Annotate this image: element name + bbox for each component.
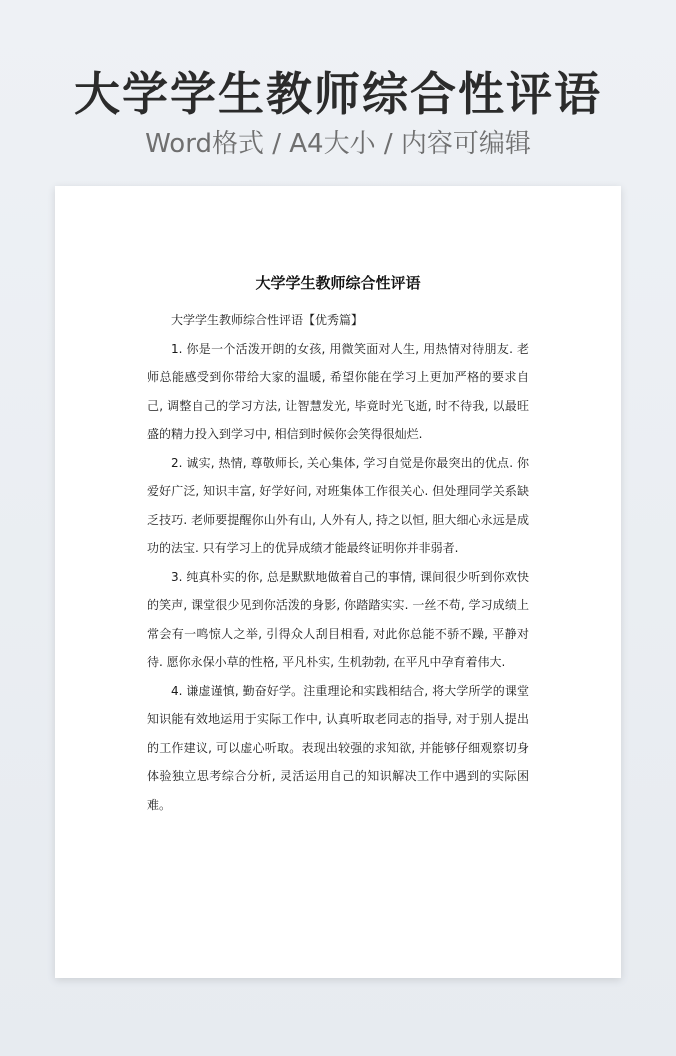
banner-title: 大学学生教师综合性评语 [74, 67, 602, 121]
document-page [55, 186, 621, 978]
document-paragraph-3: 3. 纯真朴实的你, 总是默默地做着自己的事情, 课间很少听到你欢快的笑声, 课堂很少见到你活泼的身影, 你踏踏实实. 一丝不苟, 学习成绩上常会有一鸣惊人之举, 引得众人刮目相看, 对此你总能不骄不躁, 平静对待. 愿你永保小草的性格, 平凡朴实, 生机勃勃, 在平凡中孕育着伟大. [147, 569, 529, 669]
banner-subtitle: Word格式 / A4大小 / 内容可编辑 [145, 129, 531, 159]
banner-header [0, 66, 676, 160]
document-title: 大学学生教师综合性评语 [255, 274, 421, 292]
document-paragraph-2: 2. 诚实, 热情, 尊敬师长, 关心集体, 学习自觉是你最突出的优点. 你爱好广泛, 知识丰富, 好学好问, 对班集体工作很关心. 但处理同学关系缺乏技巧. 老师要提醒你山外有山, 人外有人, 持之以恒, 胆大细心永远是成功的法宝. 只有学习上的优异成绩才能最终证明你并非弱者. [147, 455, 529, 555]
document-paragraph-1: 1. 你是一个活泼开朗的女孩, 用微笑面对人生, 用热情对待朋友. 老师总能感受到你带给大家的温暖, 希望你能在学习上更加严格的要求自己, 调整自己的学习方法, 让智慧发光, 毕竟时光飞逝, 时不待我, 以最旺盛的精力投入到学习中, 相信到时候你会笑得很灿烂. [147, 341, 529, 441]
document-paragraph-4: 4. 谦虚谨慎, 勤奋好学。注重理论和实践相结合, 将大学所学的课堂知识能有效地运用于实际工作中, 认真听取老同志的指导, 对于别人提出的工作建议, 可以虚心听取。表现出较强的求知欲, 并能够仔细观察切身体验独立思考综合分析, 灵活运用自己的知识解决工作中遇到的实际困难。 [147, 683, 529, 812]
document-paragraph-heading: 大学学生教师综合性评语【优秀篇】 [171, 313, 364, 327]
